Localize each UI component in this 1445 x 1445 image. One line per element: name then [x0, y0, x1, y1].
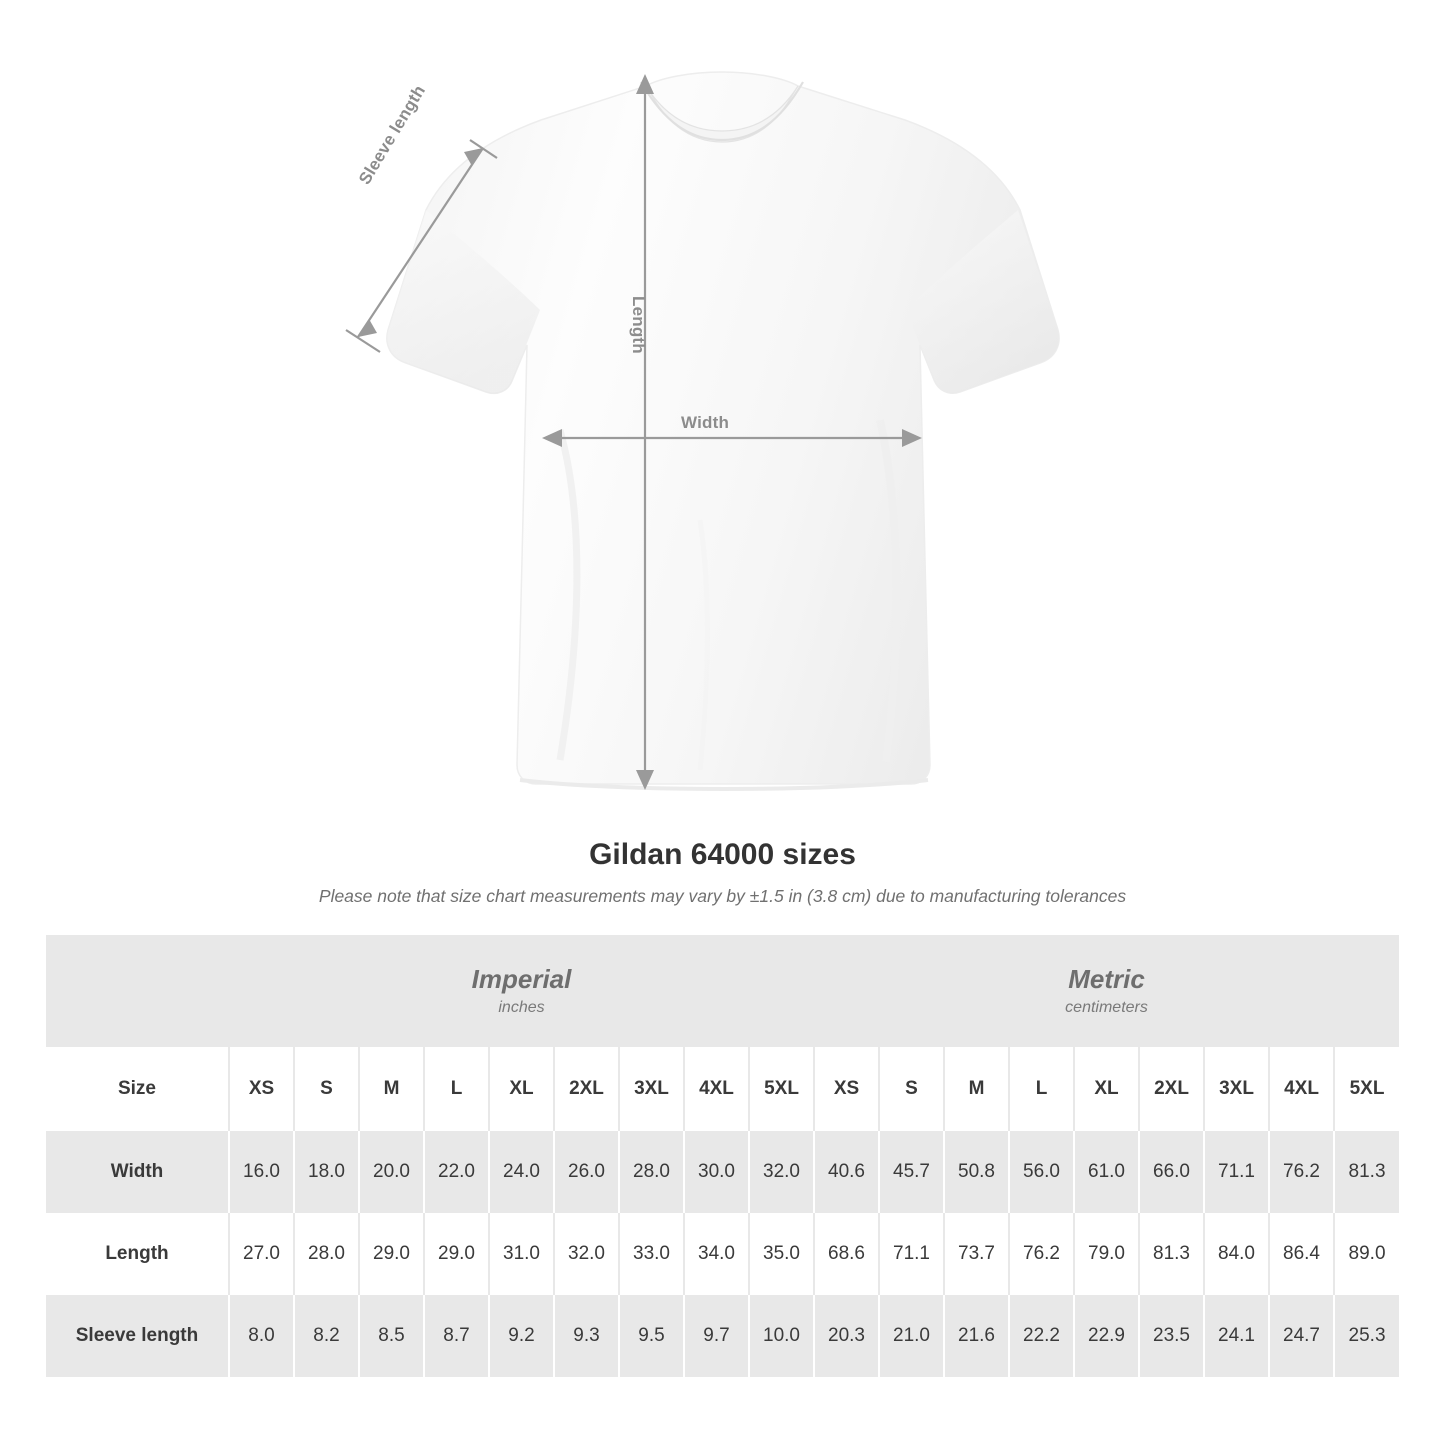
cell-sleeve-imp-s: 8.2 — [294, 1295, 359, 1377]
header-metric-2xl: 2XL — [1139, 1047, 1204, 1131]
header-metric-4xl: 4XL — [1269, 1047, 1334, 1131]
cell-width-met-5xl: 81.3 — [1334, 1131, 1399, 1213]
unit-imperial-sub: inches — [498, 999, 545, 1017]
size-header-row — [46, 1047, 1399, 1131]
header-imperial-5xl: 5XL — [749, 1047, 814, 1131]
cell-length-met-xs: 68.6 — [814, 1213, 879, 1295]
cell-sleeve-met-s: 21.0 — [879, 1295, 944, 1377]
cell-width-met-m: 50.8 — [944, 1131, 1009, 1213]
cell-sleeve-met-xs: 20.3 — [814, 1295, 879, 1377]
title-block — [0, 838, 1445, 907]
unit-spacer — [46, 935, 229, 1047]
header-metric-xl: XL — [1074, 1047, 1139, 1131]
sleeve-length-label: Sleeve length — [355, 81, 430, 188]
cell-sleeve-met-l: 22.2 — [1009, 1295, 1074, 1377]
cell-sleeve-imp-m: 8.5 — [359, 1295, 424, 1377]
header-imperial-s: S — [294, 1047, 359, 1131]
cell-width-met-xs: 40.6 — [814, 1131, 879, 1213]
row-label-width: Width — [46, 1131, 229, 1213]
cell-sleeve-imp-5xl: 10.0 — [749, 1295, 814, 1377]
size-table — [46, 935, 1399, 1377]
header-imperial-2xl: 2XL — [554, 1047, 619, 1131]
cell-width-imp-m: 20.0 — [359, 1131, 424, 1213]
cell-sleeve-imp-4xl: 9.7 — [684, 1295, 749, 1377]
cell-length-met-s: 71.1 — [879, 1213, 944, 1295]
cell-sleeve-imp-3xl: 9.5 — [619, 1295, 684, 1377]
cell-length-met-l: 76.2 — [1009, 1213, 1074, 1295]
cell-sleeve-imp-2xl: 9.3 — [554, 1295, 619, 1377]
unit-metric-sub: centimeters — [1065, 999, 1148, 1017]
cell-length-imp-s: 28.0 — [294, 1213, 359, 1295]
cell-length-imp-xl: 31.0 — [489, 1213, 554, 1295]
header-imperial-l: L — [424, 1047, 489, 1131]
cell-length-met-xl: 79.0 — [1074, 1213, 1139, 1295]
cell-width-met-s: 45.7 — [879, 1131, 944, 1213]
cell-width-met-3xl: 71.1 — [1204, 1131, 1269, 1213]
table-row — [46, 1295, 1399, 1377]
cell-sleeve-met-4xl: 24.7 — [1269, 1295, 1334, 1377]
table-row — [46, 1131, 1399, 1213]
row-label-length: Length — [46, 1213, 229, 1295]
cell-length-imp-m: 29.0 — [359, 1213, 424, 1295]
header-metric-l: L — [1009, 1047, 1074, 1131]
cell-sleeve-imp-xs: 8.0 — [229, 1295, 294, 1377]
length-label: Length — [629, 296, 648, 354]
header-imperial-4xl: 4XL — [684, 1047, 749, 1131]
cell-width-met-xl: 61.0 — [1074, 1131, 1139, 1213]
unit-imperial — [229, 935, 814, 1047]
cell-width-imp-s: 18.0 — [294, 1131, 359, 1213]
tolerance-note: Please note that size chart measurements may vary by ±1.5 in (3.8 cm) due to manufacturing tolerances — [318, 886, 1127, 906]
width-label: Width — [681, 413, 730, 432]
unit-imperial-name: Imperial — [471, 963, 572, 994]
cell-width-imp-xl: 24.0 — [489, 1131, 554, 1213]
cell-width-imp-xs: 16.0 — [229, 1131, 294, 1213]
cell-length-met-m: 73.7 — [944, 1213, 1009, 1295]
cell-length-imp-4xl: 34.0 — [684, 1213, 749, 1295]
cell-length-met-2xl: 81.3 — [1139, 1213, 1204, 1295]
header-imperial-xl: XL — [489, 1047, 554, 1131]
cell-length-imp-xs: 27.0 — [229, 1213, 294, 1295]
header-size-label: Size — [46, 1047, 229, 1131]
size-table-wrapper — [46, 935, 1399, 1377]
header-imperial-3xl: 3XL — [619, 1047, 684, 1131]
unit-header-row — [46, 935, 1399, 1047]
header-imperial-m: M — [359, 1047, 424, 1131]
cell-width-imp-3xl: 28.0 — [619, 1131, 684, 1213]
cell-width-met-2xl: 66.0 — [1139, 1131, 1204, 1213]
cell-length-imp-2xl: 32.0 — [554, 1213, 619, 1295]
cell-length-imp-5xl: 35.0 — [749, 1213, 814, 1295]
page-title: Gildan 64000 sizes — [589, 838, 856, 871]
cell-sleeve-imp-l: 8.7 — [424, 1295, 489, 1377]
cell-length-met-5xl: 89.0 — [1334, 1213, 1399, 1295]
cell-length-met-3xl: 84.0 — [1204, 1213, 1269, 1295]
row-label-sleeve-length: Sleeve length — [46, 1295, 229, 1377]
cell-sleeve-met-3xl: 24.1 — [1204, 1295, 1269, 1377]
cell-sleeve-met-2xl: 23.5 — [1139, 1295, 1204, 1377]
cell-length-imp-l: 29.0 — [424, 1213, 489, 1295]
table-row — [46, 1213, 1399, 1295]
cell-width-imp-l: 22.0 — [424, 1131, 489, 1213]
cell-sleeve-imp-xl: 9.2 — [489, 1295, 554, 1377]
cell-sleeve-met-5xl: 25.3 — [1334, 1295, 1399, 1377]
header-metric-s: S — [879, 1047, 944, 1131]
unit-metric-name: Metric — [1068, 963, 1145, 994]
cell-width-met-4xl: 76.2 — [1269, 1131, 1334, 1213]
header-metric-5xl: 5XL — [1334, 1047, 1399, 1131]
cell-length-imp-3xl: 33.0 — [619, 1213, 684, 1295]
header-metric-3xl: 3XL — [1204, 1047, 1269, 1131]
unit-metric — [814, 935, 1399, 1047]
cell-sleeve-met-xl: 22.9 — [1074, 1295, 1139, 1377]
header-imperial-xs: XS — [229, 1047, 294, 1131]
header-metric-m: M — [944, 1047, 1009, 1131]
cell-width-imp-2xl: 26.0 — [554, 1131, 619, 1213]
cell-width-imp-4xl: 30.0 — [684, 1131, 749, 1213]
cell-width-met-l: 56.0 — [1009, 1131, 1074, 1213]
cell-width-imp-5xl: 32.0 — [749, 1131, 814, 1213]
header-metric-xs: XS — [814, 1047, 879, 1131]
sleeve-arrow-head-bottom — [358, 319, 377, 337]
cell-length-met-4xl: 86.4 — [1269, 1213, 1334, 1295]
cell-sleeve-met-m: 21.6 — [944, 1295, 1009, 1377]
